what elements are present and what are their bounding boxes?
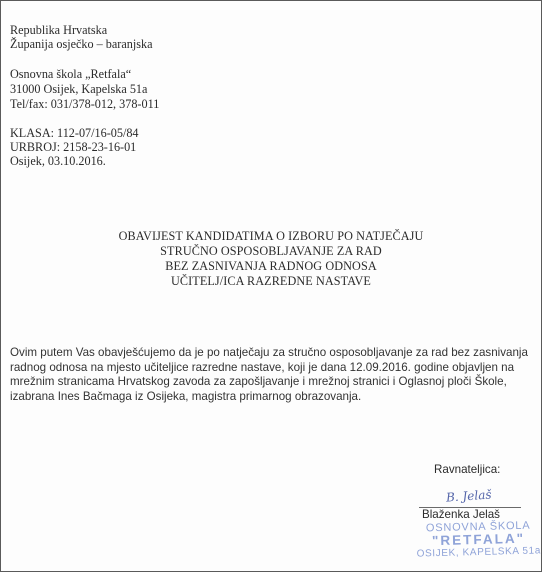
sender-country: Republika Hrvatska — [10, 23, 108, 37]
signatory-role: Ravnateljica: — [434, 463, 501, 476]
reference-place-date: Osijek, 03.10.2016. — [10, 154, 106, 168]
body-line: Ovim putem Vas obavješćujemo da je po natječaju za stručno osposobljavanje za rad bez zasnivanja — [10, 346, 528, 359]
notice-title-line: STRUČNO OSPOSOBLJAVANJE ZA RAD — [160, 244, 382, 258]
sender-phone: Tel/fax: 031/378-012, 378-011 — [10, 97, 160, 111]
notice-title-line: OBAVIJEST KANDIDATIMA O IZBORU PO NATJEČAJU — [118, 229, 424, 243]
sender-address: 31000 Osijek, Kapelska 51a — [10, 82, 148, 96]
stamp-line: OSIJEK, KAPELSKA 51a — [416, 545, 542, 560]
sender-county: Županija osječko – baranjska — [10, 37, 153, 51]
notice-body — [10, 346, 536, 404]
signatory-name: Blaženka Jelaš — [422, 508, 500, 521]
handwritten-signature: B. Jelaš — [445, 487, 492, 505]
notice-title-line: BEZ ZASNIVANJA RADNOG ODNOSA — [165, 259, 377, 273]
reference-urbroj: URBROJ: 2158-23-16-01 — [10, 140, 137, 154]
school-stamp — [416, 519, 542, 560]
reference-klasa: KLASA: 112-07/16-05/84 — [10, 126, 139, 140]
body-line: mrežnim stranicama Hrvatskog zavoda za zapošljavanje i mrežnoj stranici i Oglasnoj ploči Škole, — [10, 375, 507, 388]
stamp-line: OSNOVNA ŠKOLA — [425, 519, 531, 535]
body-line: izabrana Ines Bačmaga iz Osijeka, magistra primarnog obrazovanja. — [10, 389, 362, 403]
stamp-line: "RETFALA" — [431, 530, 526, 549]
notice-title-line: UČITELJ/ICA RAZREDNE NASTAVE — [171, 274, 371, 288]
sender-school: Osnovna škola „Retfala“ — [10, 67, 132, 81]
body-line: radnog odnosa na mjesto učiteljice razredne nastave, koji je dana 12.09.2016. godine objavljen na — [10, 360, 515, 374]
